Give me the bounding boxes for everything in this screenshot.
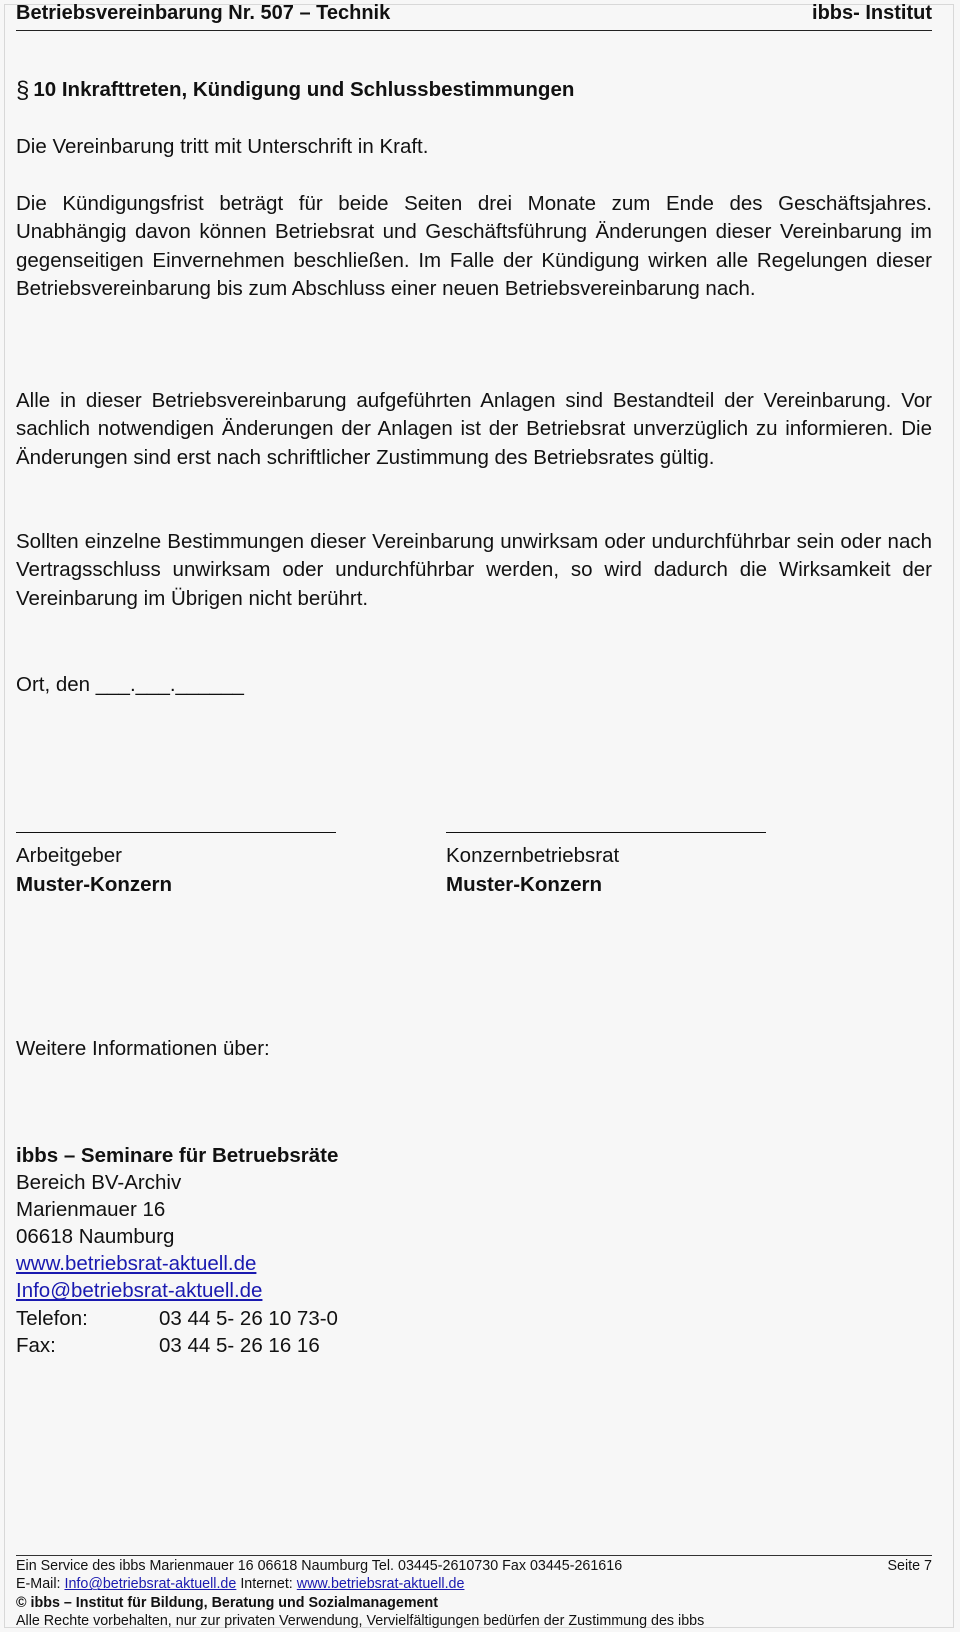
- footer-rights: Alle Rechte vorbehalten, nur zur privaten Verwendung, Vervielfältigungen bedürfen der Zustimmung des ibbs: [16, 1612, 705, 1629]
- contact-email-link[interactable]: Info@betriebsrat-aktuell.de: [16, 1279, 263, 1303]
- contact-web-link[interactable]: www.betriebsrat-aktuell.de: [16, 1252, 257, 1276]
- contact-city: 06618 Naumburg: [16, 1225, 175, 1249]
- signature-role-right: Konzernbetriebsrat: [446, 844, 620, 867]
- footer-copyright: © ibbs – Institut für Bildung, Beratung und Sozialmanagement: [16, 1594, 438, 1611]
- footer-internet-link[interactable]: www.betriebsrat-aktuell.de: [296, 1576, 465, 1593]
- contact-dept: Bereich BV-Archiv: [16, 1171, 182, 1195]
- footer-email-label: E-Mail:: [16, 1576, 61, 1593]
- header-institute: ibbs- Institut: [812, 2, 932, 24]
- footer-service-line: Ein Service des ibbs Marienmauer 16 06618 Naumburg Tel. 03445-2610730 Fax 03445-261616: [16, 1558, 623, 1574]
- paragraph-1: Die Vereinbarung tritt mit Unterschrift in Kraft.: [16, 135, 429, 158]
- contact-street: Marienmauer 16: [16, 1198, 166, 1222]
- signature-block-left: [16, 842, 172, 899]
- footer-internet-label: Internet:: [240, 1576, 293, 1593]
- header-title: Betriebsvereinbarung Nr. 507 – Technik: [16, 2, 391, 24]
- signature-line-left: [16, 832, 336, 833]
- fax-number: 03 44 5- 26 16 16: [159, 1333, 320, 1357]
- footer-divider: [16, 1555, 932, 1556]
- section-heading-text: 10 Inkrafttreten, Kündigung und Schlussbestimmungen: [33, 78, 575, 101]
- contact-org: ibbs – Seminare für Betruebsräte: [16, 1144, 339, 1167]
- footer-email-link[interactable]: Info@betriebsrat-aktuell.de: [64, 1576, 237, 1593]
- page-header: [16, 0, 932, 31]
- paragraph-4: Sollten einzelne Bestimmungen dieser Vereinbarung unwirksam oder undurchführbar sein oder nach Vertragsschluss unwirksam oder undurchführbar werden, so wird dadurch die Wirksamkeit der Vereinbarung im Übrigen nicht berührt.: [16, 530, 932, 610]
- fax-label: Fax:: [16, 1333, 56, 1357]
- signature-org-left: Muster-Konzern: [16, 872, 173, 896]
- signature-line-right: [446, 832, 766, 833]
- paragraph-2: Die Kündigungsfrist beträgt für beide Seiten drei Monate zum Ende des Geschäftsjahres. Unabhängig davon können Betriebsrat und Geschäftsführung Änderungen dieser Vereinbarung im gegenseitigen Einvernehmen beschließen. Im Falle der Kündigung wirken alle Regelungen dieser Betriebsvereinbarung bis zum Abschluss einer neuen Betriebsvereinbarung nach.: [16, 192, 932, 301]
- page-number: Seite 7: [887, 1558, 932, 1574]
- paragraph-symbol: §: [16, 77, 30, 104]
- signature-block-right: [446, 842, 619, 899]
- contact-block: [16, 1142, 338, 1359]
- more-info-label: Weitere Informationen über:: [16, 1037, 270, 1060]
- place-date-line: Ort, den ___.___.______: [16, 673, 244, 696]
- page-footer: [16, 1557, 932, 1630]
- paragraph-3: Alle in dieser Betriebsvereinbarung aufgeführten Anlagen sind Bestandteil der Vereinbarung. Vor sachlich notwendigen Änderungen der Anlagen ist der Betriebsrat unverzüglich zu informieren. Die Änderungen sind erst nach schriftlicher Zustimmung des Betriebsrates gültig.: [16, 389, 932, 469]
- phone-label: Telefon:: [16, 1306, 88, 1330]
- signature-role-left: Arbeitgeber: [16, 844, 122, 867]
- signature-org-right: Muster-Konzern: [446, 872, 603, 896]
- phone-number: 03 44 5- 26 10 73-0: [159, 1306, 338, 1330]
- section-heading: [16, 76, 932, 105]
